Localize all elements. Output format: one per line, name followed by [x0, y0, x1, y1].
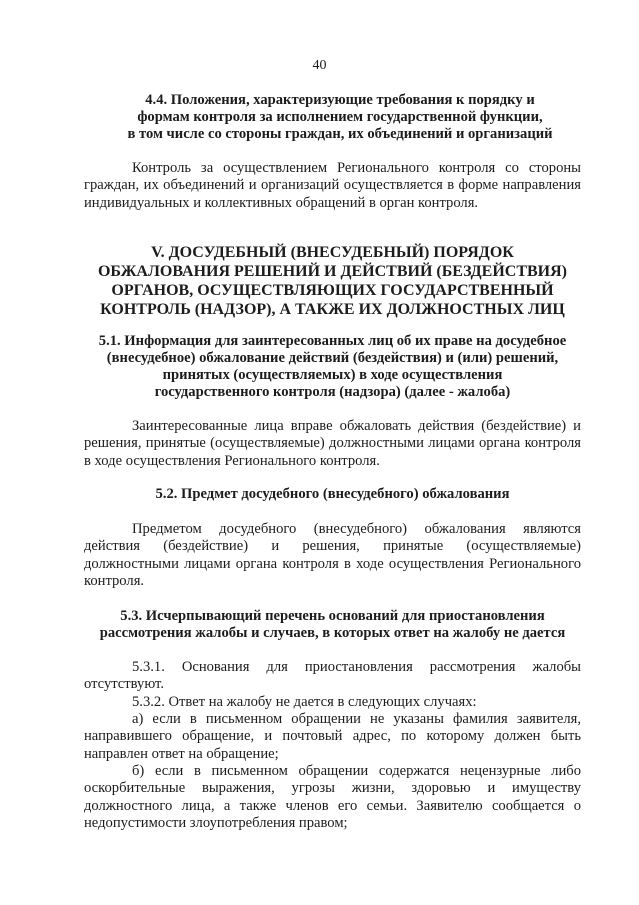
heading-line: принятых (осуществляемых) в ходе осуществления	[162, 367, 503, 383]
heading-line: V. ДОСУДЕБНЫЙ (ВНЕСУДЕБНЫЙ) ПОРЯДОК	[151, 244, 514, 261]
section-5-2-heading: 5.2. Предмет досудебного (внесудебного) обжалования	[155, 486, 510, 502]
heading-line: 5.1. Информация для заинтересованных лиц об их праве на досудебное	[98, 333, 567, 349]
heading-line: ОБЖАЛОВАНИЯ РЕШЕНИЙ И ДЕЙСТВИЙ (БЕЗДЕЙСТВИЯ)	[97, 263, 567, 280]
section-5-2-paragraph: Предметом досудебного (внесудебного) обжалования являются действия (бездействие) и решения, принятые (осуществляемые) должностными лицами органа контроля в ходе осуществления Регионального контроля.	[84, 521, 581, 590]
item-a: а) если в письменном обращении не указаны фамилия заявителя, направившего обращение, и почтовый адрес, по которому должен быть направлен ответ на обращение;	[84, 711, 581, 762]
section-5-1-paragraph: Заинтересованные лица вправе обжаловать действия (бездействие) и решения, принятые (осуществляемые) должностными лицами органа контроля в ходе осуществления Регионального контроля.	[84, 418, 581, 469]
heading-line: (внесудебное) обжалование действий (бездействия) и (или) решений,	[106, 350, 559, 366]
heading-line: 4.4. Положения, характеризующие требования к порядку и	[145, 92, 535, 108]
heading-line: формам контроля за исполнением государственной функции,	[137, 109, 543, 125]
item-b: б) если в письменном обращении содержатся нецензурные либо оскорбительные выражения, угрозы жизни, здоровью и имуществу должностного лица, а также членов его семьи. Заявителю сообщается о недопустимости злоупотребления правом;	[84, 763, 581, 832]
heading-line: КОНТРОЛЬ (НАДЗОР), А ТАКЖЕ ИХ ДОЛЖНОСТНЫХ ЛИЦ	[100, 301, 565, 318]
section-4-4-paragraph: Контроль за осуществлением Регионального контроля со стороны граждан, их объединений и организаций осуществляется в форме направления индивидуальных и коллективных обращений в орган контроля.	[84, 160, 581, 211]
item-5-3-1: 5.3.1. Основания для приостановления рассмотрения жалобы отсутствуют.	[84, 659, 581, 693]
section-5-3-heading	[84, 608, 581, 642]
heading-line: государственного контроля (надзора) (далее - жалоба)	[154, 384, 511, 400]
heading-line: в том числе со стороны граждан, их объединений и организаций	[127, 126, 553, 142]
page-number: 40	[312, 58, 327, 73]
item-5-3-2: 5.3.2. Ответ на жалобу не дается в следующих случаях:	[132, 694, 477, 710]
section-5-heading	[84, 243, 581, 319]
section-5-1-heading	[84, 333, 581, 401]
heading-line: ОРГАНОВ, ОСУЩЕСТВЛЯЮЩИХ ГОСУДАРСТВЕННЫЙ	[111, 282, 554, 299]
section-4-4-heading	[100, 92, 580, 143]
heading-line: 5.3. Исчерпывающий перечень оснований для приостановления	[120, 608, 545, 624]
heading-line: рассмотрения жалобы и случаев, в которых ответ на жалобу не дается	[99, 625, 566, 641]
